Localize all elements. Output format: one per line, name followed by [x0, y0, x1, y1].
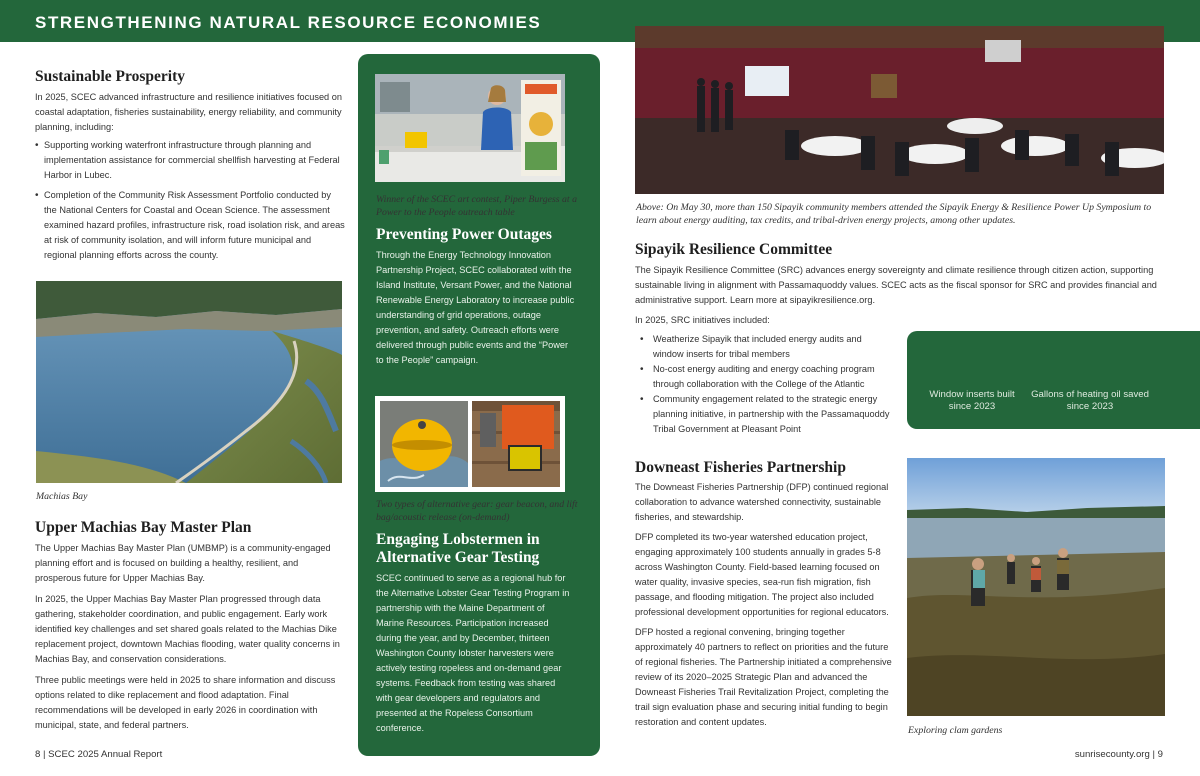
gear-photo-frame: [375, 396, 565, 492]
clam-garden-photo: [907, 458, 1165, 716]
machias-bay-caption: Machias Bay: [36, 491, 88, 502]
sipayik-bullet: • No-cost energy auditing and energy coaching program through collaboration with the College of the Atlantic: [640, 362, 890, 392]
upper-machias-body: [35, 541, 345, 733]
dfp-paragraph: The Downeast Fisheries Partnership (DFP) continued regional collaboration to advance watershed connectivity, sustainable fisheries, and stewardship.: [635, 482, 889, 522]
art-contest-photo: [375, 74, 565, 182]
preventing-outages-heading: Preventing Power Outages: [376, 226, 552, 243]
sipayik-bullet: • Weatherize Sipayik that included energy audits and window inserts for tribal members: [640, 332, 890, 362]
machias-paragraph: In 2025, the Upper Machias Bay Master Plan progressed through data gathering, stakeholder coordination, and public engagement. Early work identified key challenges and set shared goals related to the Machias Dike replacement project, downtown Machias flooding, water quality concerns in Machias Bay, and conservation considerations.: [35, 594, 340, 664]
prosperity-intro: In 2025, SCEC advanced infrastructure and resilience initiatives focused on coastal adaptation, fisheries sustainability, energy reliability, and community planning, including:: [35, 92, 342, 132]
dfp-paragraph: DFP hosted a regional convening, bringing together approximately 40 partners to reflect on priorities and the future of regional fisheries. The Partnership initiated a comprehensive review of its 2020–2025 Strategic Plan and advanced the Downeast Fisheries Trail Revitalization Project, completing the trail sign evaluation phase and securing initial funding to begin restoration and content updates.: [635, 627, 892, 727]
prosperity-bullet: • Completion of the Community Risk Assessment Portfolio conducted by the National Centers for Coastal and Ocean Science. The assessment examined hazard profiles, infrastructure risk, road isolation risk, and areas at risk of community isolation, and will inform future municipal and regional planning efforts across the county.: [35, 188, 345, 263]
gear-caption: Two types of alternative gear: gear beacon, and lift bag/acoustic release (on-demand): [376, 499, 578, 523]
clam-garden-caption: Exploring clam gardens: [908, 725, 1003, 736]
dfp-heading: Downeast Fisheries Partnership: [635, 459, 846, 476]
prosperity-bullet-list: [35, 138, 345, 263]
section-title: STRENGTHENING NATURAL RESOURCE ECONOMIES: [35, 13, 542, 32]
stats-panel: [907, 331, 1200, 429]
lobstermen-heading: Engaging Lobstermen in Alternative Gear Testing: [376, 531, 540, 566]
footer-left: 8 | SCEC 2025 Annual Report: [35, 749, 163, 760]
machias-paragraph: The Upper Machias Bay Master Plan (UMBMP) is a community-engaged planning effort and is focused on building a healthy, resilient, and prosperous future for Upper Machias Bay.: [35, 543, 331, 583]
lobstermen-text: SCEC continued to serve as a regional hub for the Alternative Lobster Gear Testing Program in partnership with the Maine Department of Marine Resources. Participation increased during the year, and by December, thirteen Washington County lobster harvesters were actively testing ropeless and on-demand gear systems. Feedback from testing was shared with gear developers and regulators and presented at the Ropeless Consortium conference.: [376, 573, 570, 733]
footer-right: sunrisecounty.org | 9: [1074, 749, 1163, 760]
sipayik-intro: The Sipayik Resilience Committee (SRC) advances energy sovereignty and climate resilience through citizen action, supporting sustainable living in alignment with Passamaquoddy values. SCEC acts as the fiscal sponsor for SRC and provides financial and administrative support. Learn more at sipayikresilience.org.: [635, 265, 1157, 305]
preventing-outages-text: Through the Energy Technology Innovation Partnership Project, SCEC collaborated with the Island Institute, Versant Power, and the National Renewable Energy Laboratory to increase public understanding of grid operations, outage prevention, and safety. Outreach efforts were delivered through public events and the “Power to the People” campaign.: [376, 250, 575, 365]
stat-heating-oil-label: Gallons of heating oil saved since 2023: [1031, 389, 1149, 412]
stat-window-inserts-label: Window inserts built since 2023: [929, 389, 1015, 412]
dfp-paragraph: DFP completed its two-year watershed education project, engaging approximately 100 students annually in grades 5-8 across Washington County. Field-based learning focused on water quality, invasive species, sea-run fish migration, fish passage, and flooding mitigation. The project also included professional development opportunities for regional educators.: [635, 532, 889, 617]
symposium-gym-photo: [635, 26, 1164, 194]
prosperity-bullet: • Supporting working waterfront infrastructure through planning and implementation assistance for commercial shellfish harvesting at Federal Harbor in Lubec.: [35, 138, 345, 183]
gear-beacon-photo: [380, 401, 468, 487]
sustainable-prosperity-heading: Sustainable Prosperity: [35, 68, 185, 85]
machias-paragraph: Three public meetings were held in 2025 to share information and discuss options related to dike replacement and flood adaptation. Final recommendations will be developed in early 2026 in coordination with municipal, state, and federal partners.: [35, 675, 336, 730]
sipayik-heading: Sipayik Resilience Committee: [635, 241, 833, 258]
lift-bag-photo: [472, 401, 560, 487]
symposium-caption: Above: On May 30, more than 150 Sipayik community members attended the Sipayik Energy & Resilience Power Up Symposium to learn about energy auditing, tax credits, and tribal-driven energy projects, among other updates.: [636, 202, 1152, 226]
dfp-body: [635, 480, 895, 730]
sipayik-bullet: • Community engagement related to the strategic energy planning initiative, in partnership with the Passamaquoddy Tribal Government at Pleasant Point: [640, 392, 890, 437]
art-contest-caption: Winner of the SCEC art contest, Piper Burgess at a Power to the People outreach table: [376, 194, 578, 218]
sipayik-bullet-list: [640, 332, 890, 437]
upper-machias-heading: Upper Machias Bay Master Plan: [35, 519, 252, 536]
sipayik-lead: In 2025, SRC initiatives included:: [635, 315, 770, 325]
machias-bay-aerial-photo: [36, 281, 342, 483]
